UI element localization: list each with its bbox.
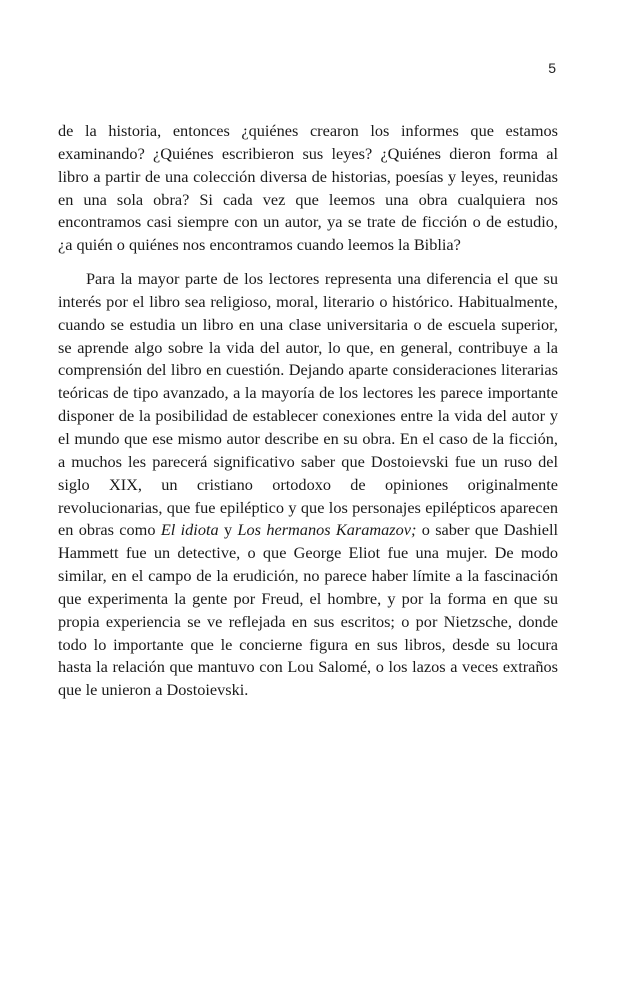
paragraph-1: de la historia, entonces ¿quiénes crearon los informes que estamos examinando? ¿Quiénes escribieron sus leyes? ¿Quiénes dieron forma al libro a partir de una colección diversa de historias, poesías y leyes, reunidas en una sola obra? Si cada vez que leemos una obra cualquiera nos encontramos casi siempre con un autor, ya se trate de ficción o de estudio, ¿a quién o quiénes nos encontramos cuando leemos la Biblia? xyxy=(58,121,558,255)
body-text xyxy=(58,120,558,702)
book-title-el-idiota: El idiota xyxy=(160,520,219,540)
paragraph-2 xyxy=(58,268,558,702)
paragraph-2-text-b: y xyxy=(218,520,238,540)
paragraph-2-text-a: Para la mayor parte de los lectores representa una diferencia el que su interés por el libro sea religioso, moral, literario o histórico. Habitualmente, cuando se estudia un libro en una clase universitaria o de escuela superior, se aprende algo sobre la vida del autor, lo que, en general, contribuye a la comprensión del libro en cuestión. Dejando aparte consideraciones literarias teóricas de tipo avanzado, a la mayoría de los lectores les parece importante disponer de la posibilidad de establecer conexiones entre la vida del autor y el mundo que ese mismo autor describe en su obra. En el caso de la ficción, a muchos les parecerá significativo saber que Dostoievski fue un ruso del siglo XIX, un cristiano ortodoxo de opiniones originalmente revolucionarias, que fue epiléptico y que los personajes epilépticos aparecen en obras como xyxy=(58,269,558,540)
page-number: 5 xyxy=(548,60,556,76)
book-title-karamazov: Los hermanos Karamazov; xyxy=(237,520,417,540)
paragraph-2-text-c: o saber que Dashiell Hammett fue un detective, o que George Eliot fue una mujer. De modo similar, en el campo de la erudición, no parece haber límite a la fascinación que experimenta la gente por Freud, el hombre, y por la forma en que su propia experiencia se ve reflejada en sus escritos; o por Nietzsche, donde todo lo importante que le concierne figura en sus libros, desde su locura hasta la relación que mantuvo con Lou Salomé, o los lazos a veces extraños que le unieron a Dostoievski. xyxy=(58,520,559,700)
